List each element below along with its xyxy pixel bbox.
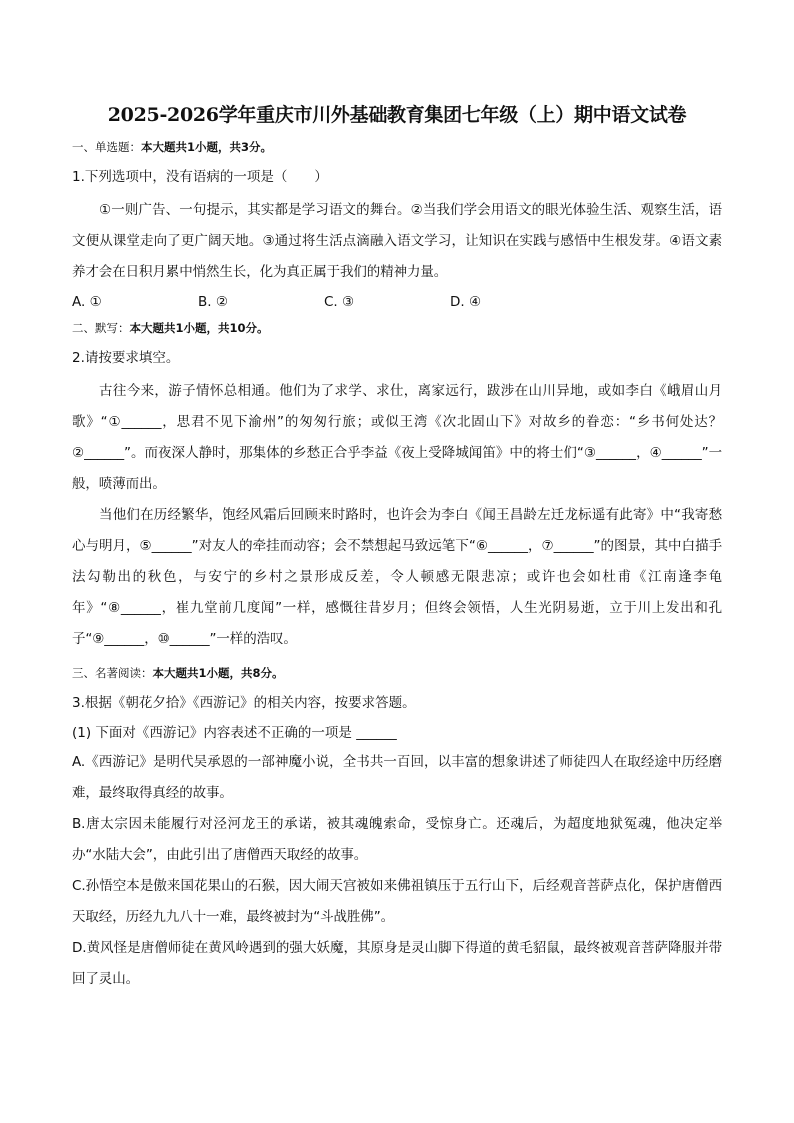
option-c: C. ③ [324, 294, 355, 310]
section-label: 二、默写： [72, 321, 130, 335]
question-1-passage: ①一则广告、一句提示，其实都是学习语文的舞台。②当我们学会用语文的眼光体验生活、观察生活，语文便从课堂走向了更广阔天地。③通过将生活点滴融入语文学习，让知识在实践与感悟中生根发芽。④语文素养才会在日积月累中悄然生长，化为真正属于我们的精神力量。 [72, 202, 722, 280]
section-heading-3 [72, 665, 722, 681]
exam-page [72, 100, 722, 995]
question-2-paragraph-2: 当他们在历经繁华，饱经风霜后回顾来时路时，也许会为李白《闻王昌龄左迁龙标遥有此寄》中“我寄愁心与明月，⑤______”对友人的牵挂而动容；会不禁想起马致远笔下“⑥______，⑦______”的图景，其中白描手法勾勒出的秋色，与安宁的乡村之景形成反差，令人顿感无限悲凉；或许也会如杜甫《江南逢李龟年》“⑧______，崔九堂前几度闻”一样，感慨往昔岁月；但终会领悟，人生光阴易逝，立于川上发出和孔子“⑨______，⑩______”一样的浩叹。 [72, 507, 722, 647]
section-desc: 本大题共1小题，共3分。 [141, 140, 273, 154]
question-3-stem: 3.根据《朝花夕拾》《西游记》的相关内容，按要求答题。 [72, 695, 416, 711]
section-desc: 本大题共1小题，共10分。 [129, 321, 269, 335]
option-a: A. ① [72, 294, 102, 310]
question-3-option-b: B.唐太宗因未能履行对泾河龙王的承诺，被其魂魄索命，受惊身亡。还魂后，为超度地狱冤魂，他决定举办“水陆大会”，由此引出了唐僧西天取经的故事。 [72, 816, 722, 863]
question-3-option-d: D.黄风怪是唐僧师徒在黄风岭遇到的强大妖魔，其原身是灵山脚下得道的黄毛貂鼠，最终被观音菩萨降服并带回了灵山。 [72, 940, 722, 987]
page-title: 2025-2026学年重庆市川外基础教育集团七年级（上）期中语文试卷 [107, 104, 687, 126]
question-3-option-a: A.《西游记》是明代吴承恩的一部神魔小说，全书共一百回，以丰富的想象讲述了师徒四人在取经途中历经磨难，最终取得真经的故事。 [72, 754, 722, 801]
question-3-sub-1: (1) 下面对《西游记》内容表述不正确的一项是 ______ [72, 725, 397, 741]
section-label: 三、名著阅读： [72, 666, 153, 680]
question-1-stem: 1.下列选项中，没有语病的一项是（ ） [72, 169, 328, 185]
question-2-paragraph-1: 古往今来，游子情怀总相通。他们为了求学、求仕，离家远行，跋涉在山川异地，或如李白《峨眉山月歌》“①______，思君不见下渝州”的匆匆行旅；或似王湾《次北固山下》对故乡的眷恋：“乡书何处达？②______”。而夜深人静时，那集体的乡愁正合乎李益《夜上受降城闻笛》中的将士们“③______，④______”一般，喷薄而出。 [72, 383, 722, 492]
option-b: B. ② [198, 294, 228, 310]
question-3-option-c: C.孙悟空本是傲来国花果山的石猴，因大闹天宫被如来佛祖镇压于五行山下，后经观音菩萨点化，保护唐僧西天取经，历经九九八十一难，最终被封为“斗战胜佛”。 [72, 878, 722, 925]
question-2-stem: 2.请按要求填空。 [72, 350, 180, 366]
question-1-options [72, 294, 722, 310]
section-desc: 本大题共1小题，共8分。 [152, 666, 284, 680]
section-heading-1 [72, 139, 722, 155]
section-heading-2 [72, 320, 722, 336]
section-label: 一、单选题： [72, 140, 141, 154]
option-d: D. ④ [450, 294, 482, 310]
